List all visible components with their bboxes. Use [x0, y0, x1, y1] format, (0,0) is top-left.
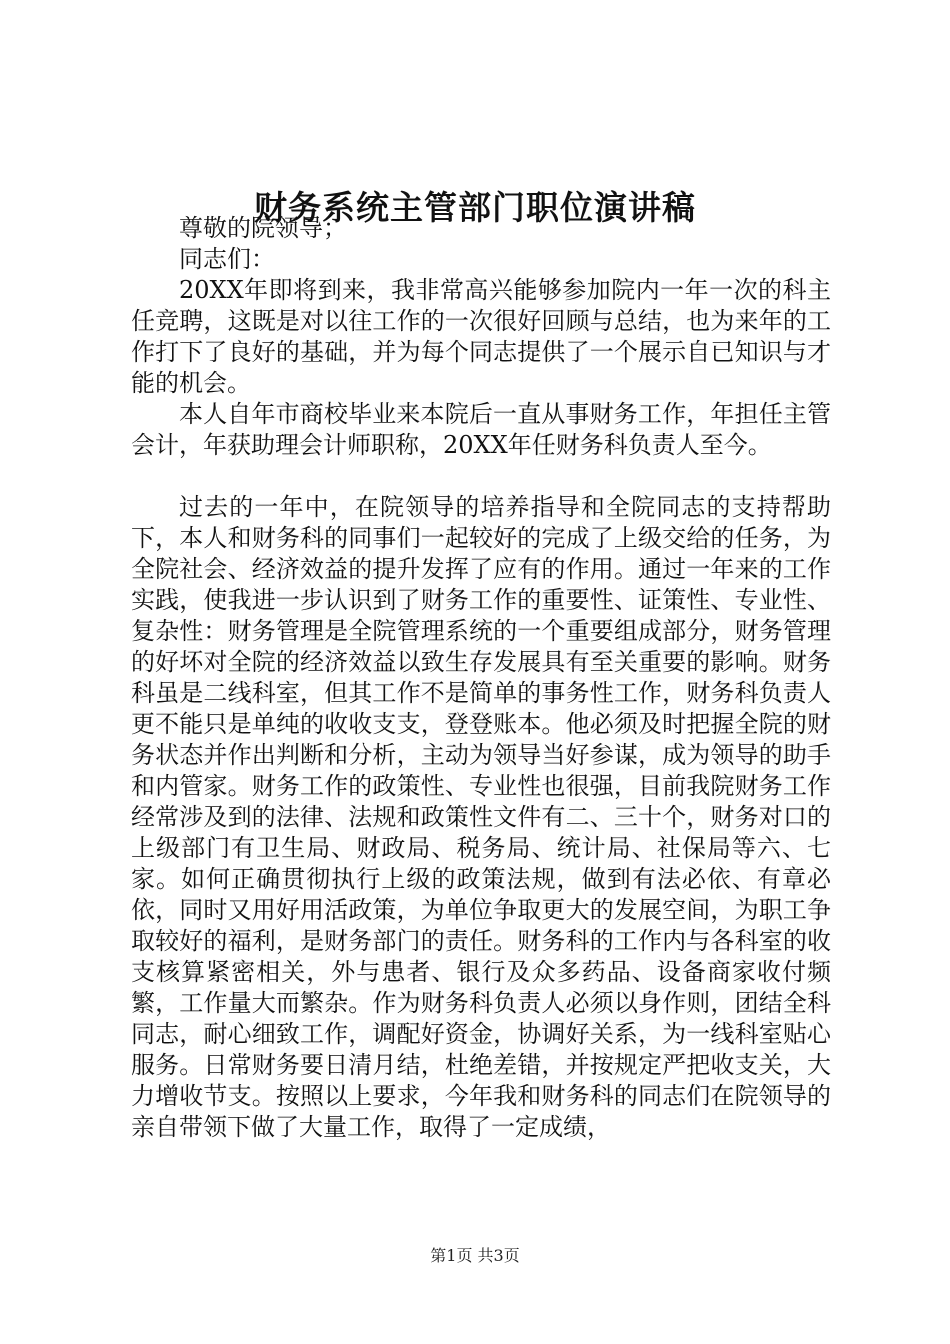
salutation-comrades: 同志们： [179, 245, 275, 273]
document-body [131, 213, 831, 1143]
paragraph-intro: 20XX年即将到来，我非常高兴能够参加院内一年一次的科主任竞聘，这既是对以往工作的一次很好回顾与总结，也为来年的工作打下了良好的基础，并为每个同志提供了一个展示自已知识与才能的机会。 [131, 276, 831, 397]
page-footer: 第1页 共3页 [430, 1246, 520, 1265]
paragraph-work-review: 过去的一年中，在院领导的培养指导和全院同志的支持帮助下，本人和财务科的同事们一起较好的完成了上级交给的任务，为全院社会、经济效益的提升发挥了应有的作用。通过一年来的工作实践，使我进一步认识到了财务工作的重要性、证策性、专业性、复杂性：财务管理是全院管理系统的一个重要组成部分，财务管理的好坏对全院的经济效益以致生存发展具有至关重要的影响。财务科虽是二线科室，但其工作不是简单的事务性工作，财务科负责人更不能只是单纯的收收支支，登登账本。他必须及时把握全院的财务状态并作出判断和分析，主动为领导当好参谋，成为领导的助手和内管家。财务工作的政策性、专业性也很强，目前我院财务工作经常涉及到的法律、法规和政策性文件有二、三十个，财务对口的上级部门有卫生局、财政局、税务局、统计局、社保局等六、七家。如何正确贯彻执行上级的政策法规，做到有法必依、有章必依，同时又用好用活政策，为单位争取更大的发展空间，为职工争取较好的福利，是财务部门的责任。财务科的工作内与各科室的收支核算紧密相关，外与患者、银行及众多药品、设备商家收付频繁，工作量大而繁杂。作为财务科负责人必须以身作则，团结全科同志，耐心细致工作，调配好资金，协调好关系，为一线科室贴心服务。日常财务要日清月结，杜绝差错，并按规定严把收支关，大力增收节支。按照以上要求，今年我和财务科的同志们在院领导的亲自带领下做了大量工作，取得了一定成绩， [131, 493, 831, 1141]
paragraph-background: 本人自年市商校毕业来本院后一直从事财务工作，年担任主管会计，年获助理会计师职称，20XX年任财务科负责人至今。 [131, 400, 831, 459]
paragraph-spacer [131, 461, 831, 492]
salutation-leaders: 尊敬的院领导； [179, 214, 347, 242]
document-title: 财务系统主管部门职位演讲稿 [254, 188, 696, 227]
